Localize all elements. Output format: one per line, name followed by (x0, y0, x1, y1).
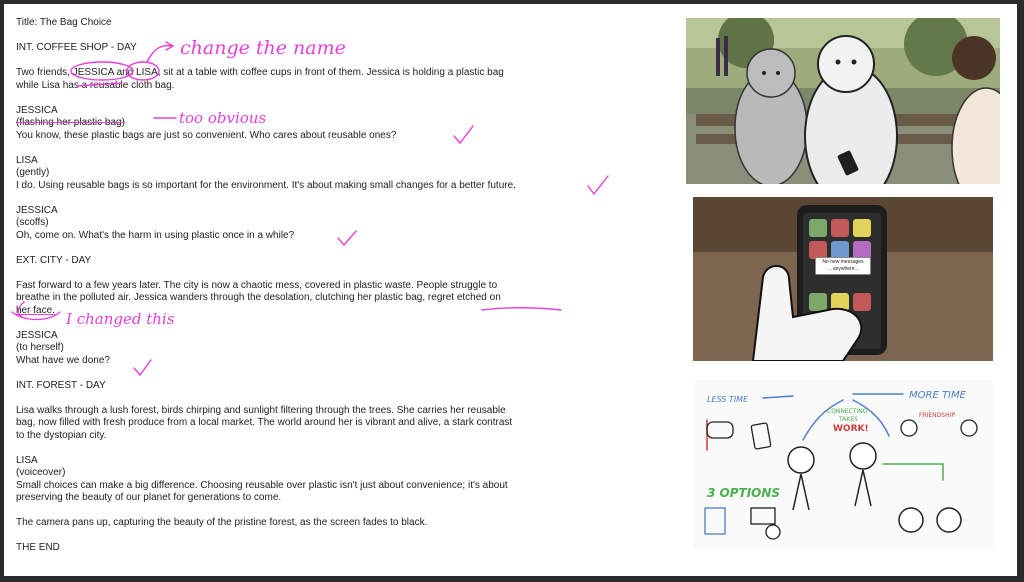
ink-note-change-name: change the name (180, 37, 346, 59)
phone-scene-drawing (693, 197, 993, 361)
dialogue-line: I do. Using reusable bags is so important for the environment. It's about making small changes for a better future. (16, 179, 516, 191)
dialogue-line: preserving the beauty of our planet for generations to come. (16, 492, 282, 503)
parenthetical: (gently) (16, 167, 50, 178)
parenthetical-struck: (flashing her plastic bag) (16, 117, 125, 128)
parenthetical: (voiceover) (16, 467, 66, 478)
dialogue-line: What have we done? (16, 354, 110, 366)
action-line: her face. (16, 304, 55, 316)
character-name: LISA (16, 454, 38, 466)
scene-heading: INT. FOREST - DAY (16, 379, 106, 391)
action-line: to the dystopian city. (16, 429, 107, 441)
character-name: LISA (16, 154, 38, 166)
script-end: THE END (16, 542, 60, 553)
action-line: The camera pans up, capturing the beauty of the pristine forest, as the screen fades to black. (16, 517, 428, 528)
ink-note-too-obvious: too obvious (179, 109, 267, 127)
sketch-drawing (693, 380, 993, 550)
dialogue-line: Small choices can make a big difference. Choosing reusable over plastic isn't just about convenience; it's about (16, 479, 508, 491)
script-text (16, 17, 616, 555)
dialogue-line: You know, these plastic bags are just so convenient. Who cares about reusable ones? (16, 129, 397, 141)
sketch-friendship: FRIENDSHIP (919, 412, 955, 419)
action-line: bag, now filled with fresh produce from a local market. The world around her is vibrant and alive, a stark contrast (16, 417, 513, 428)
character-name: JESSICA (16, 104, 58, 116)
action-line: breathe in the polluted air. Jessica wanders through the desolation, clutching her plastic bag, regret etched on (16, 292, 501, 303)
phone-illustration (693, 197, 993, 361)
sketch-options: 3 OPTIONS (707, 486, 781, 500)
whiteboard-canvas (4, 4, 1017, 576)
sketch-more-time: MORE TIME (909, 390, 966, 401)
character-name: JESSICA (16, 329, 58, 341)
action-line: Lisa walks through a lush forest, birds chirping and sunlight filtering through the trees. She carries her reusable (16, 404, 506, 416)
sketch-less-time: LESS TIME (707, 395, 749, 404)
scene-heading: INT. COFFEE SHOP - DAY (16, 42, 137, 53)
action-line: Fast forward to a few years later. The city is now a chaotic mess, covered in plastic waste. People struggle to (16, 279, 498, 291)
scene-heading: EXT. CITY - DAY (16, 254, 92, 266)
action-line: while Lisa has a reusable cloth bag. (16, 79, 175, 91)
script-title: Title: The Bag Choice (16, 17, 112, 28)
action-line: Two friends, JESSICA and LISA, sit at a table with coffee cups in front of them. Jessica is holding a plastic bag (16, 67, 504, 78)
popup-line-2: ... anywhere... (827, 266, 859, 272)
character-name: JESSICA (16, 204, 58, 216)
popup-line-1: No new messages (822, 259, 864, 265)
sketch-connecting: CONNECTING (827, 408, 868, 415)
no-messages-popup (815, 257, 871, 275)
sketch-illustration (693, 380, 993, 550)
sketch-work: WORK! (833, 424, 869, 434)
park-illustration (686, 18, 1000, 184)
sketch-takes: TAKES (839, 416, 858, 423)
parenthetical: (to herself) (16, 342, 64, 353)
parenthetical: (scoffs) (16, 217, 49, 228)
ink-note-changed-this: I changed this (66, 310, 175, 328)
park-scene-drawing (686, 18, 1000, 184)
dialogue-line: Oh, come on. What's the harm in using plastic once in a while? (16, 229, 295, 241)
